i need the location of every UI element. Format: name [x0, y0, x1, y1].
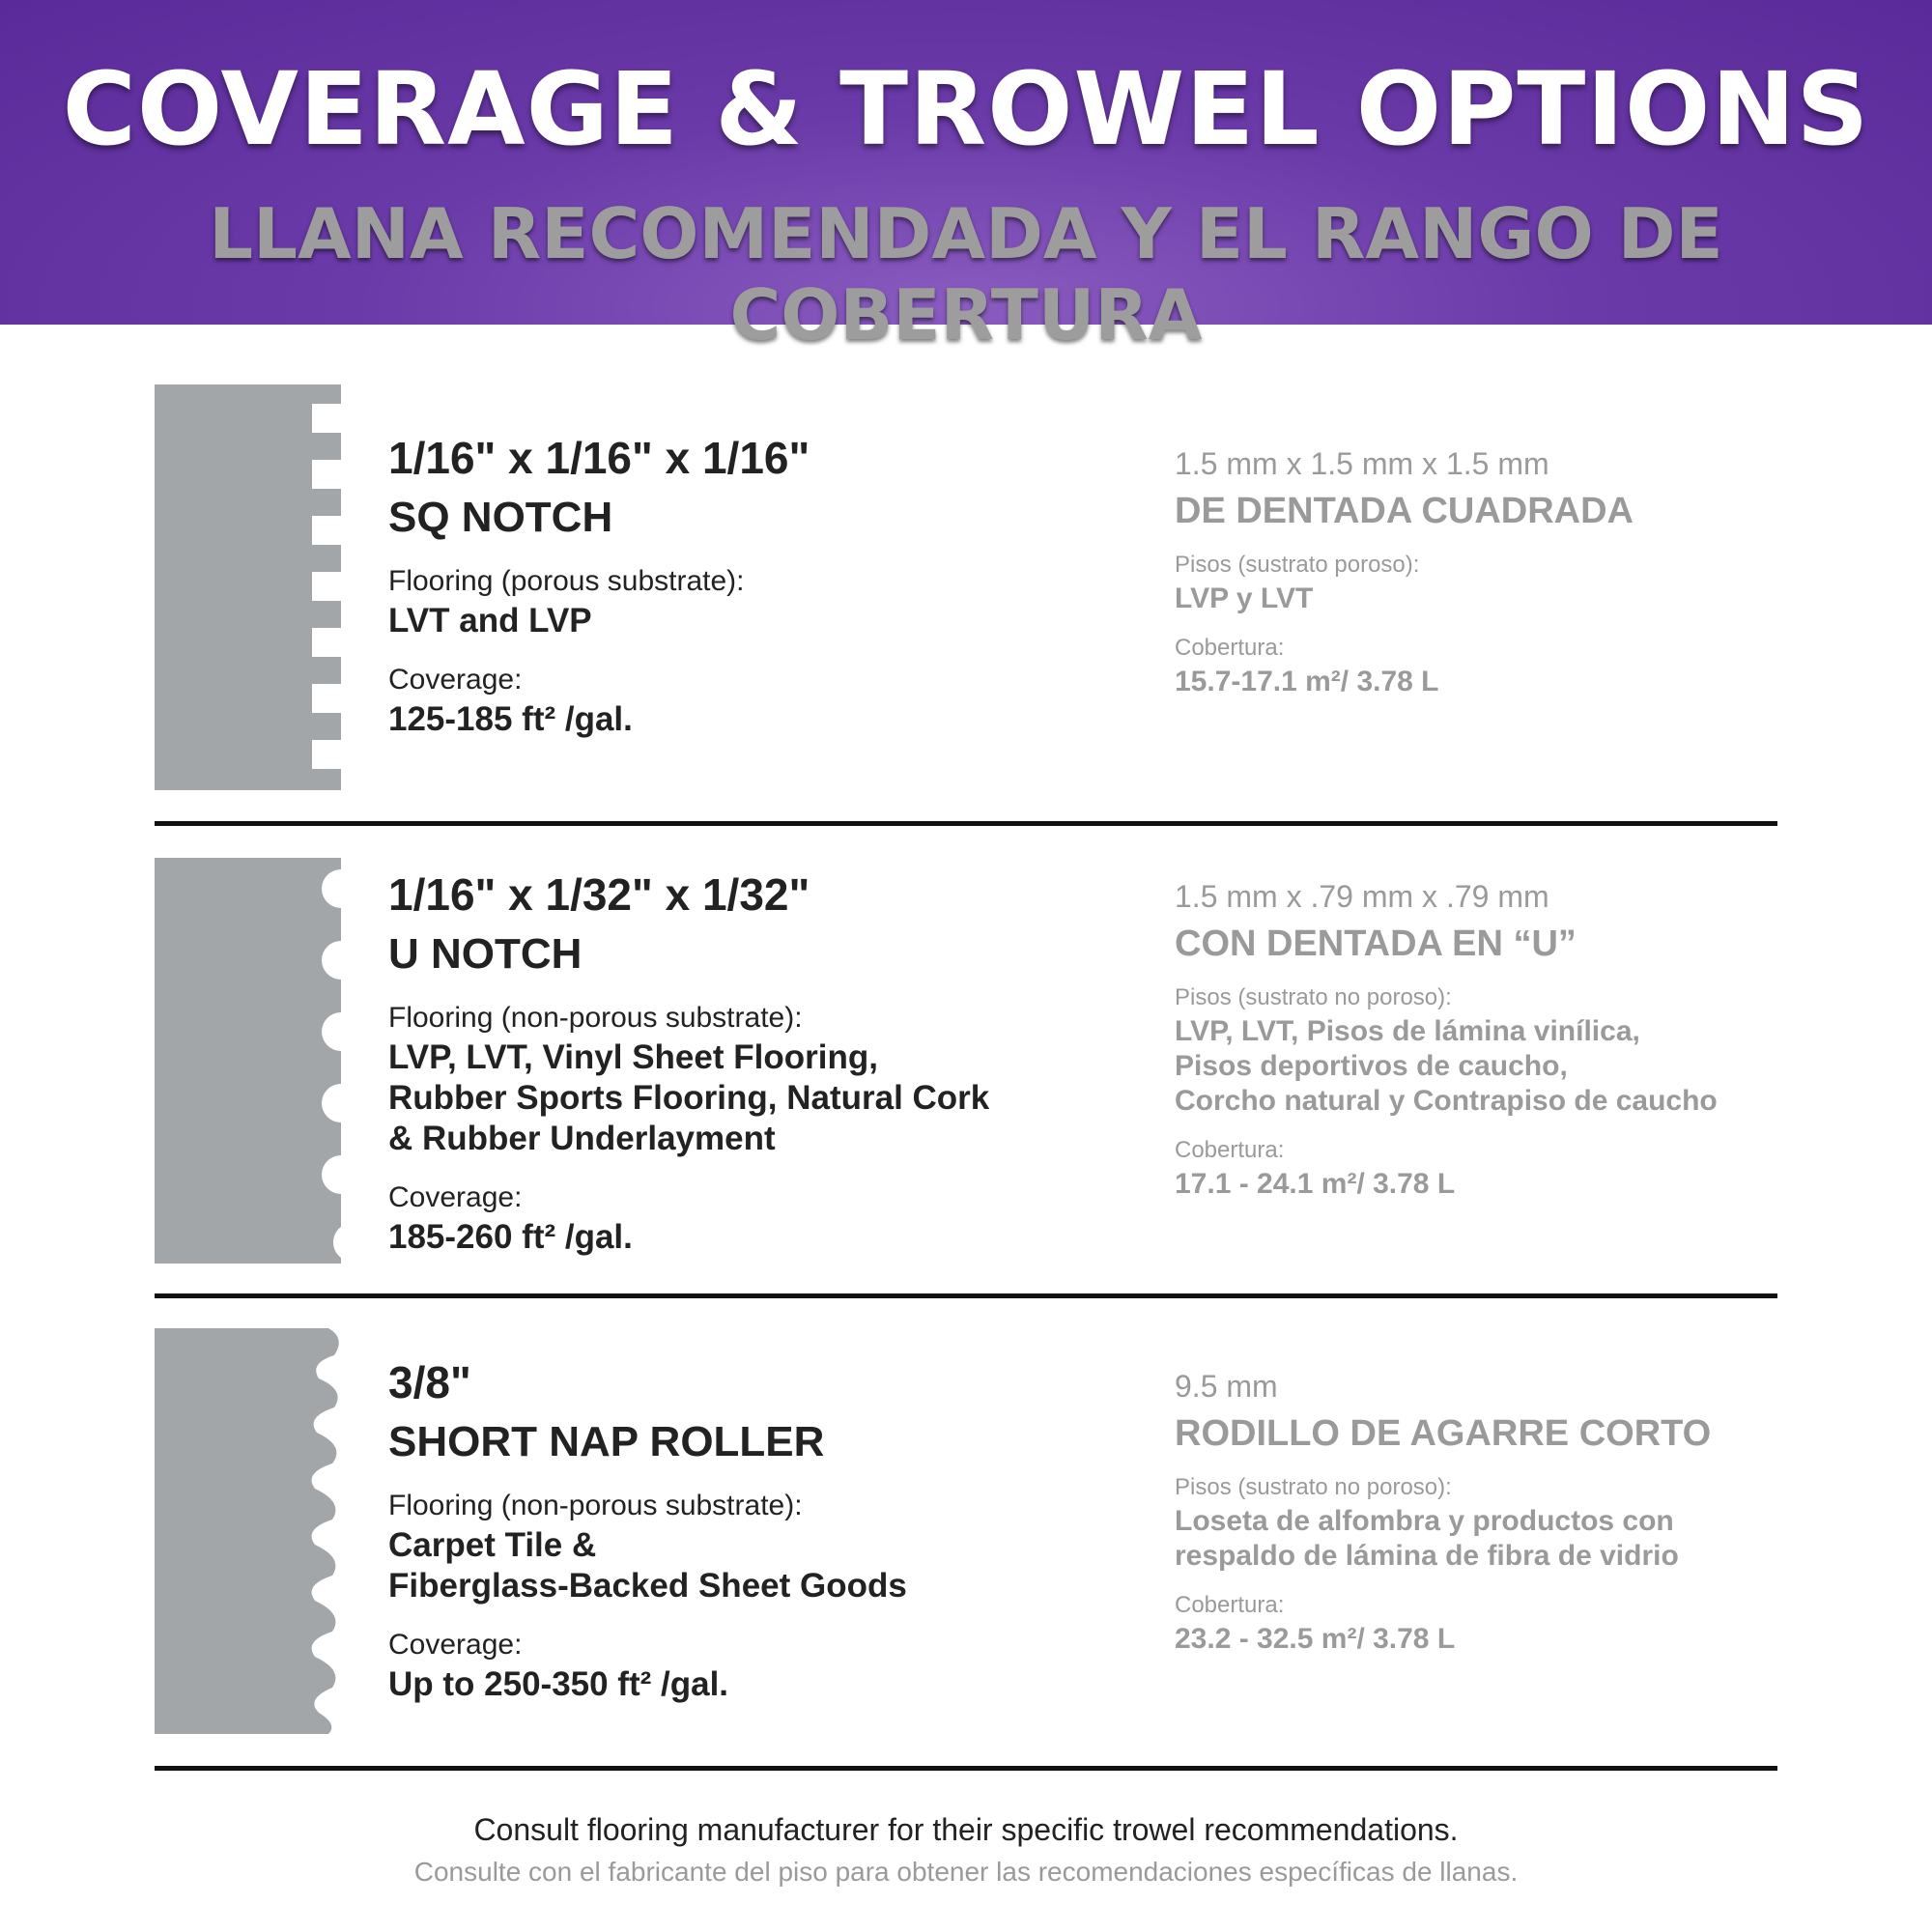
flooring-value-es: LVP y LVT: [1175, 582, 1314, 614]
trowel-name-es: CON DENTADA EN “U”: [1175, 923, 1577, 964]
flooring-value: Carpet Tile & Fiberglass-Backed Sheet Goods: [388, 1526, 907, 1605]
flooring-label-es: Pisos (sustrato no poroso):: [1175, 1474, 1452, 1500]
footer-note: Consult flooring manufacturer for their specific trowel recommendations.: [473, 1812, 1459, 1847]
flooring-label: Flooring (porous substrate):: [388, 565, 745, 597]
coverage-label-es: Cobertura:: [1175, 635, 1285, 661]
roller-name-es: RODILLO DE AGARRE CORTO: [1175, 1413, 1712, 1454]
trowel-size: 1/16" x 1/32" x 1/32": [388, 869, 810, 920]
divider: [155, 1293, 1777, 1298]
roller-size: 3/8": [388, 1357, 471, 1407]
coverage-label-es: Cobertura:: [1175, 1592, 1285, 1618]
coverage-value: Up to 250-350 ft² /gal.: [388, 1665, 729, 1703]
flooring-value: LVP, LVT, Vinyl Sheet Flooring, Rubber Sports Flooring, Natural Cork & Rubber Underlayment: [388, 1038, 990, 1157]
trowel-name: U NOTCH: [388, 930, 582, 978]
coverage-label-es: Cobertura:: [1175, 1137, 1285, 1163]
option-spanish-sq-notch: [1175, 444, 1870, 699]
coverage-value-es: 15.7-17.1 m²/ 3.78 L: [1175, 666, 1439, 697]
option-spanish-u-notch: [1175, 877, 1870, 1202]
coverage-value: 125-185 ft² /gal.: [388, 700, 633, 738]
coverage-label: Coverage:: [388, 1629, 523, 1661]
trowel-name: SQ NOTCH: [388, 494, 613, 541]
trowel-size-es: 1.5 mm x .79 mm x .79 mm: [1175, 879, 1549, 914]
trowel-name-es: DE DENTADA CUADRADA: [1175, 491, 1634, 531]
flooring-value: LVT and LVP: [388, 602, 592, 639]
flooring-value-es: LVP, LVT, Pisos de lámina vinílica, Pisos deportivos de caucho, Corcho natural y Contrapiso de caucho: [1175, 1015, 1718, 1117]
divider: [155, 821, 1777, 826]
page-subtitle: LLANA RECOMENDADA Y EL RANGO DE COBERTURA: [209, 193, 1723, 355]
header-banner: [0, 0, 1932, 355]
option-english-u-notch: [388, 869, 1065, 1258]
square-notch-trowel-icon: [155, 384, 341, 790]
u-notch-trowel-icon: [155, 858, 341, 1264]
coverage-value-es: 23.2 - 32.5 m²/ 3.78 L: [1175, 1623, 1456, 1655]
nap-roller-icon: [155, 1328, 341, 1734]
divider: [155, 1766, 1777, 1771]
page-title: COVERAGE & TROWEL OPTIONS: [62, 50, 1870, 168]
flooring-label-es: Pisos (sustrato no poroso):: [1175, 984, 1452, 1010]
coverage-label: Coverage:: [388, 1181, 523, 1213]
option-english-nap-roller: [388, 1357, 1065, 1705]
option-english-sq-notch: [388, 433, 1065, 740]
option-spanish-nap-roller: [1175, 1367, 1870, 1657]
footer-note-es: Consulte con el fabricante del piso para obtener las recomendaciones específicas de llanas.: [413, 1857, 1519, 1887]
trowel-size: 1/16" x 1/16" x 1/16": [388, 433, 810, 483]
flooring-label: Flooring (non-porous substrate):: [388, 1490, 803, 1521]
coverage-value: 185-260 ft² /gal.: [388, 1218, 633, 1256]
coverage-value-es: 17.1 - 24.1 m²/ 3.78 L: [1175, 1168, 1456, 1200]
trowel-size-es: 1.5 mm x 1.5 mm x 1.5 mm: [1175, 446, 1549, 481]
flooring-value-es: Loseta de alfombra y productos con respaldo de lámina de fibra de vidrio: [1175, 1505, 1679, 1572]
flooring-label-es: Pisos (sustrato poroso):: [1175, 552, 1420, 578]
roller-size-es: 9.5 mm: [1175, 1369, 1278, 1404]
flooring-label: Flooring (non-porous substrate):: [388, 1002, 803, 1034]
roller-name: SHORT NAP ROLLER: [388, 1418, 825, 1465]
coverage-label: Coverage:: [388, 664, 523, 696]
